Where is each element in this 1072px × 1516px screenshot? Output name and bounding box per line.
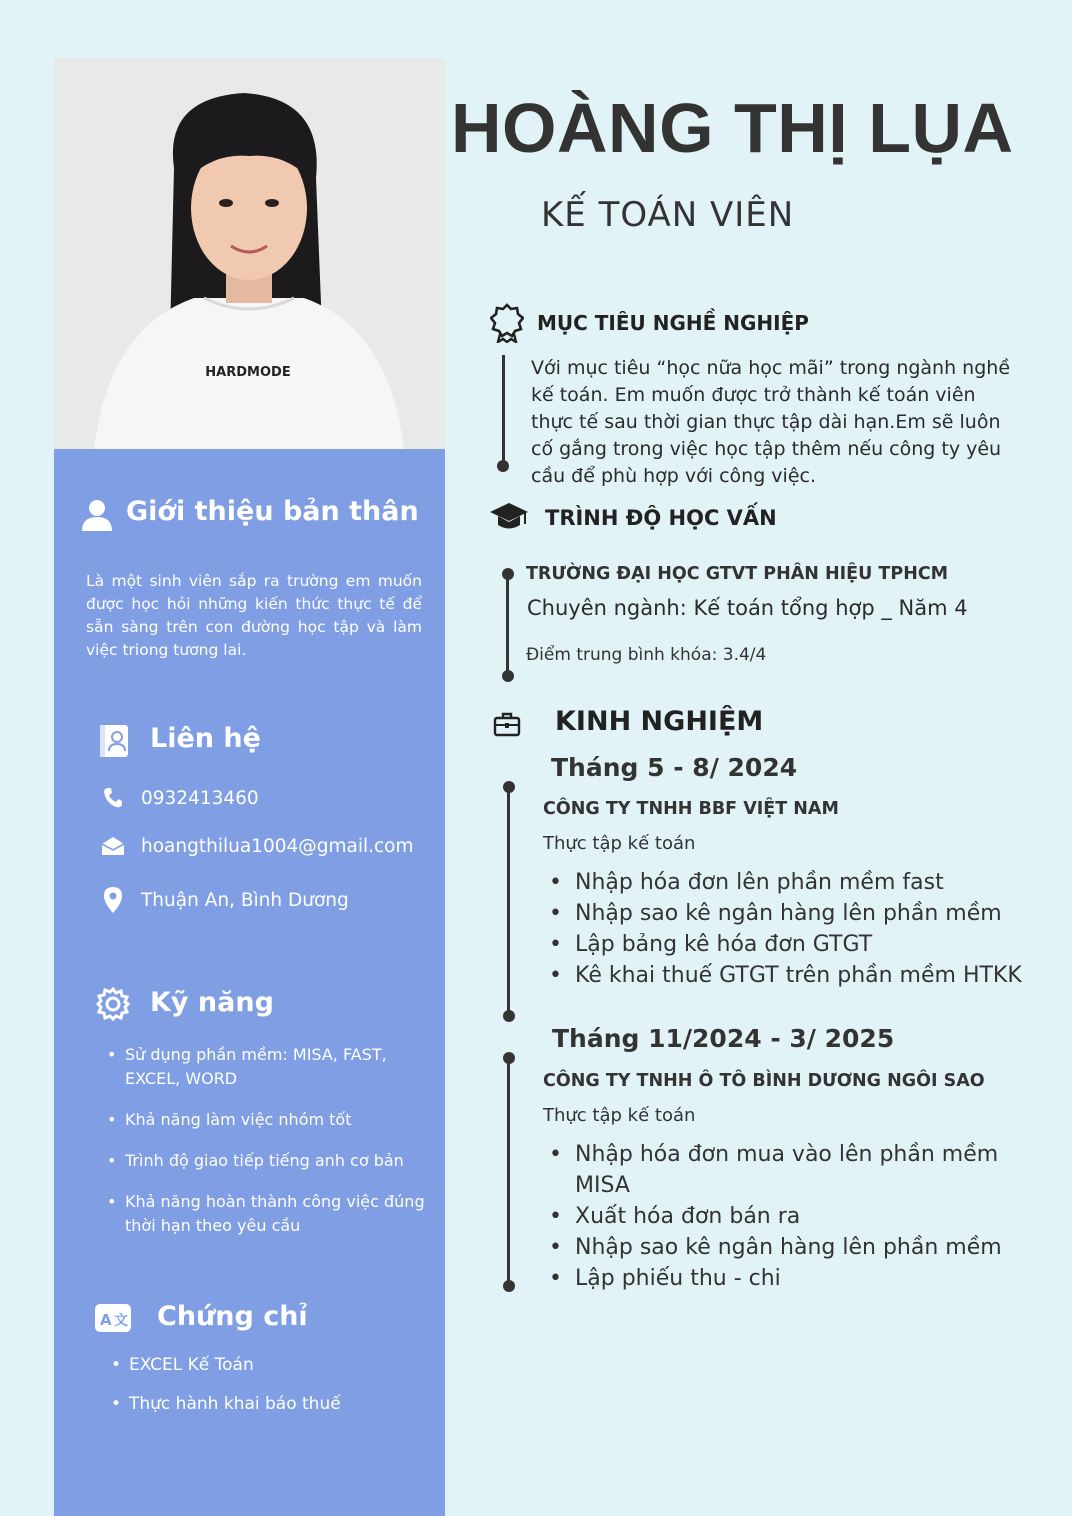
task-item: • Kê khai thuế GTGT trên phần mềm HTKK [543, 960, 1043, 991]
certificates-heading: Chứng chỉ [157, 1301, 308, 1332]
contact-email[interactable] [100, 831, 445, 861]
task-item: • Nhập hóa đơn mua vào lên phần mềm MISA [543, 1139, 1023, 1201]
intro-heading: Giới thiệu bản thân [126, 496, 419, 527]
address-text: Thuận An, Bình Dương [141, 889, 349, 911]
briefcase-icon [493, 711, 521, 741]
task-list [543, 1139, 1023, 1294]
svg-text:文: 文 [114, 1313, 128, 1329]
timeline-dot [503, 1010, 515, 1022]
intro-text: Là một sinh viên sắp ra trường em muốn được học hỏi những kiến thức thực tế để sẵn sàng trên con đường học tập và làm việc triong tương lai. [86, 572, 422, 659]
profile-photo [54, 58, 445, 449]
job-period: Tháng 5 - 8/ 2024 [551, 753, 798, 782]
skill-item: • Khả năng làm việc nhóm tốt [103, 1108, 433, 1132]
task-item: • Lập phiếu thu - chi [543, 1263, 1023, 1294]
experience-heading: KINH NGHIỆM [555, 706, 764, 737]
task-item: • Nhập sao kê ngân hàng lên phần mềm [543, 898, 1043, 929]
job-title: KẾ TOÁN VIÊN [541, 195, 795, 235]
gpa: Điểm trung bình khóa: 3.4/4 [526, 645, 767, 665]
shirt-print: HARDMODE [205, 365, 291, 380]
email-address: hoangthilua1004@gmail.com [141, 835, 414, 857]
timeline-line [506, 574, 509, 674]
location-pin-icon [100, 886, 126, 914]
phone-number: 0932413460 [141, 787, 259, 809]
contact-address [100, 885, 445, 915]
job-role: Thực tập kế toán [543, 1105, 696, 1126]
timeline-line [507, 787, 510, 1014]
graduation-cap-icon [489, 501, 529, 537]
badge-icon [490, 303, 524, 347]
timeline-line [502, 355, 505, 467]
career-goal-text: Với mục tiêu “học nữa học mãi” trong ngành nghề kế toán. Em muốn được trở thành kế toán viên thực tế sau thời gian thực tập dài hạn.Em sẽ luôn cố gắng trong việc học tập thêm nếu công ty yêu cầu để phù hợp với công việc. [531, 357, 1011, 487]
gear-icon [96, 987, 130, 1025]
certificate-item: • Thực hành khai báo thuế [107, 1391, 437, 1417]
timeline-dot [497, 460, 509, 472]
job-role: Thực tập kế toán [543, 833, 696, 854]
skill-item: • Sử dụng phần mềm: MISA, FAST, EXCEL, WORD [103, 1043, 433, 1091]
timeline-dot [503, 1280, 515, 1292]
company-name: CÔNG TY TNHH Ô TÔ BÌNH DƯƠNG NGÔI SAO [543, 1071, 985, 1091]
education-heading: TRÌNH ĐỘ HỌC VẤN [545, 506, 777, 530]
company-name: CÔNG TY TNHH BBF VIỆT NAM [543, 799, 839, 819]
school-name: TRƯỜNG ĐẠI HỌC GTVT PHÂN HIỆU TPHCM [526, 564, 949, 584]
skills-list [103, 1043, 433, 1255]
contact-phone[interactable] [100, 783, 445, 813]
career-goal-heading: MỤC TIÊU NGHỀ NGHIỆP [537, 311, 809, 335]
skill-item: • Khả năng hoàn thành công việc đúng thời hạn theo yêu cầu [103, 1190, 433, 1238]
full-name: HOÀNG THỊ LỤA [451, 89, 1014, 167]
skill-item: • Trình độ giao tiếp tiếng anh cơ bản [103, 1149, 433, 1173]
person-icon [80, 498, 114, 536]
task-list [543, 867, 1043, 991]
timeline-line [507, 1058, 510, 1284]
job-period: Tháng 11/2024 - 3/ 2025 [552, 1024, 895, 1053]
certificates-list [107, 1352, 437, 1430]
svg-text:A: A [100, 1311, 112, 1329]
contact-heading: Liên hệ [150, 723, 261, 754]
phone-icon [100, 787, 126, 809]
task-item: • Nhập hóa đơn lên phần mềm fast [543, 867, 1043, 898]
certificate-item: • EXCEL Kế Toán [107, 1352, 437, 1378]
task-item: • Xuất hóa đơn bán ra [543, 1201, 1023, 1232]
task-item: • Nhập sao kê ngân hàng lên phần mềm [543, 1232, 1023, 1263]
skills-heading: Kỹ năng [150, 987, 274, 1018]
translate-icon [94, 1303, 132, 1339]
timeline-dot [502, 670, 514, 682]
contact-card-icon [98, 724, 130, 762]
envelope-icon [100, 836, 126, 856]
major: Chuyên ngành: Kế toán tổng hợp _ Năm 4 [527, 596, 968, 620]
task-item: • Lập bảng kê hóa đơn GTGT [543, 929, 1043, 960]
